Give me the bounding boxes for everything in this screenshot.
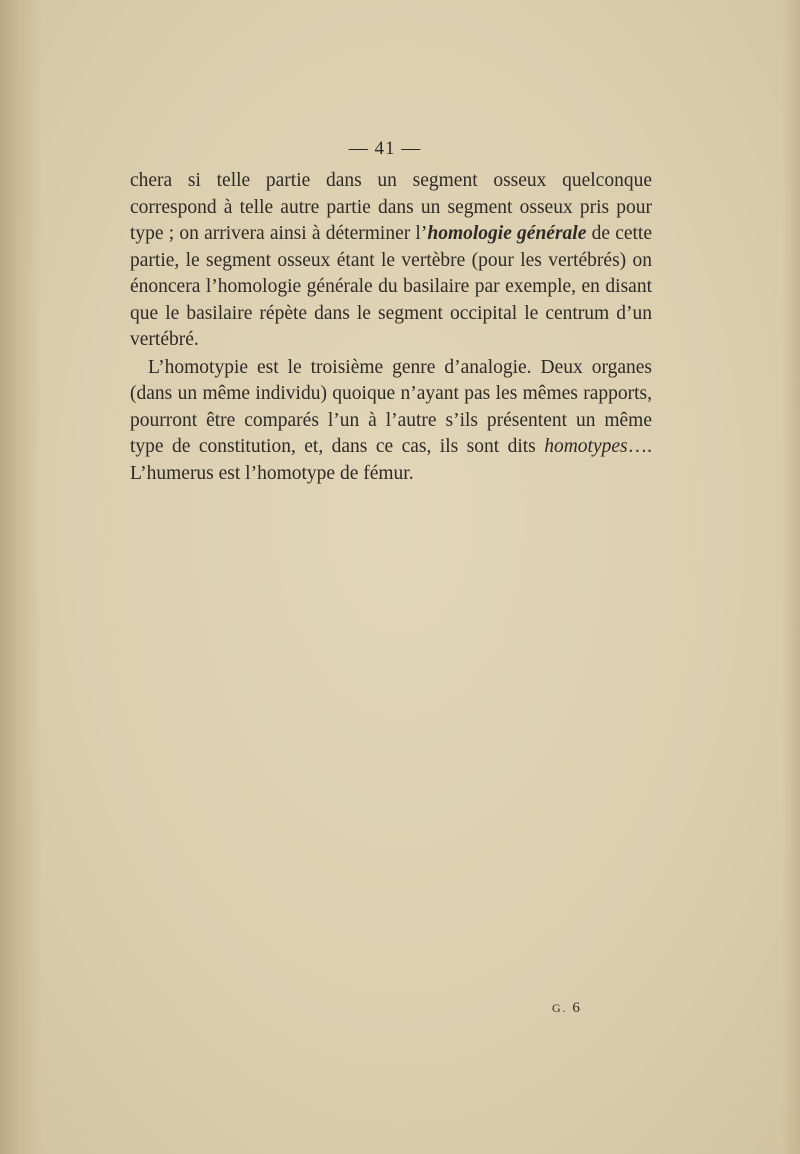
signature-number: 6 bbox=[572, 1000, 581, 1016]
paragraph-2-part-1: L’homotypie est le troisième genre d’analogie. Deux organes (dans un même individu) quoique n’ayant pas les mêmes rapports, pourront être comparés l’un à l’autre s’ils présentent un même type de constitution, et, dans ce cas, ils sont dits bbox=[130, 356, 652, 457]
signature-mark bbox=[552, 1000, 581, 1017]
paragraph-1-emphasis-homologie: homologie générale bbox=[427, 223, 587, 244]
paragraph-2-part-3: …. L’humerus est l’homotype de fémur. bbox=[130, 436, 652, 484]
page-number: — 41 — bbox=[348, 138, 422, 159]
paragraph-2-emphasis-homotypes: homotypes bbox=[544, 436, 628, 457]
paragraph-1-part-3: de cette partie, le segment osseux étant le vertèbre (pour les vertébrés) on énoncera l’homologie générale du basilaire par exemple, en disant que le basilaire répète dans le segment occipital le centrum d’un vertébré. bbox=[130, 223, 652, 350]
paragraph-1 bbox=[130, 168, 652, 354]
paragraph-1-part-1: chera si telle partie dans un segment osseux quelconque correspond à telle autre partie dans un segment osseux pris pour type ; on arrivera ainsi à déterminer l’ bbox=[130, 170, 652, 244]
paragraph-2 bbox=[130, 355, 652, 488]
signature-prefix: G. bbox=[552, 1001, 568, 1015]
body-text bbox=[130, 168, 652, 487]
